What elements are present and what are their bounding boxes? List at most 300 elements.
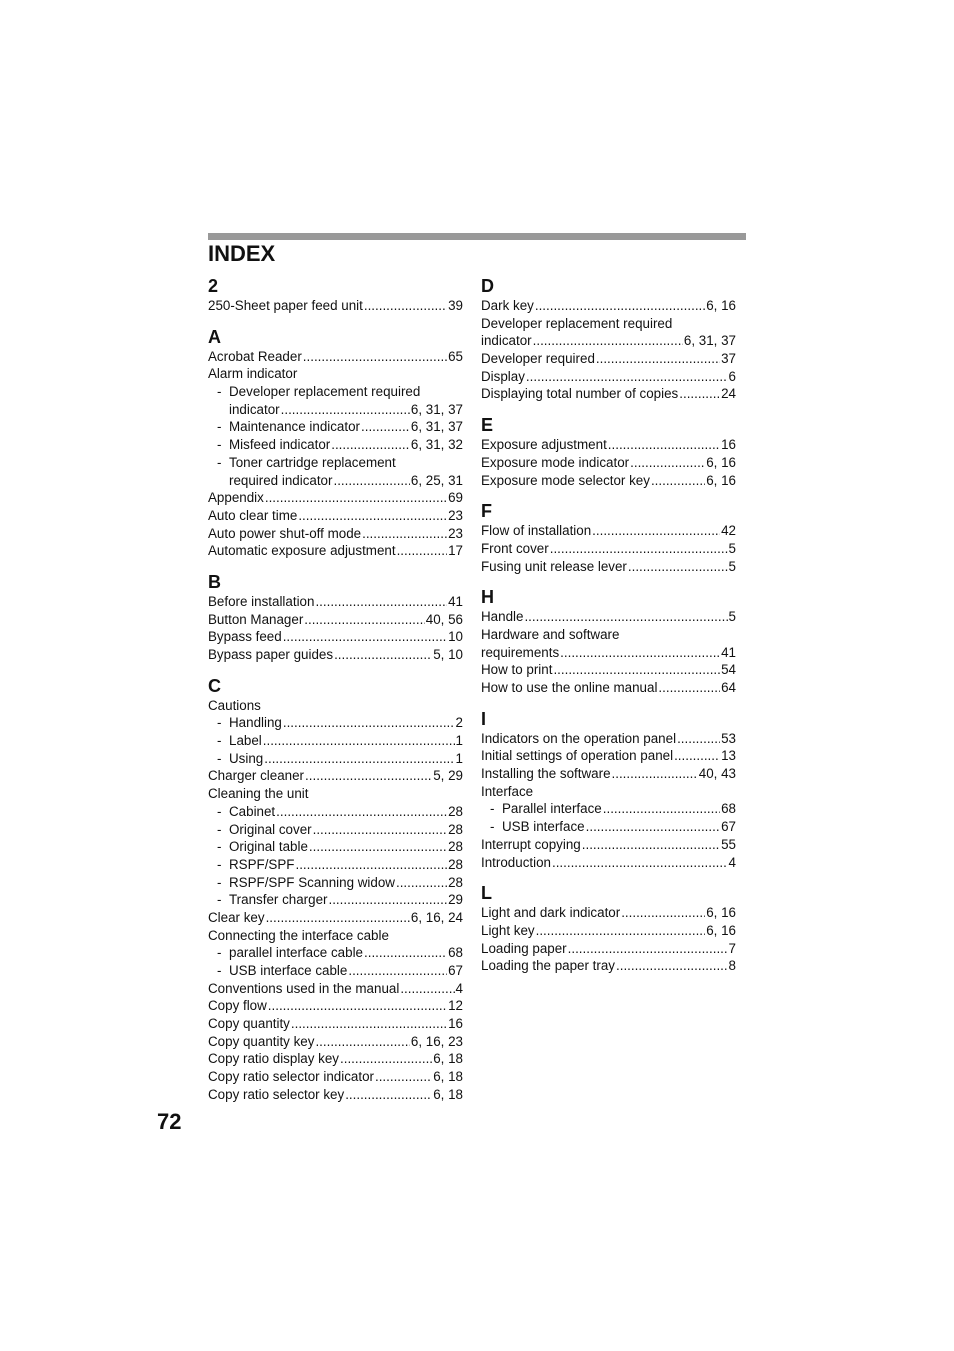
dot-leader <box>264 750 454 768</box>
index-entry <box>208 874 463 892</box>
entry-term: Copy quantity key <box>208 1033 315 1049</box>
entry-pages: 40, 43 <box>698 766 736 782</box>
index-entry <box>481 940 736 958</box>
dot-leader <box>305 767 432 785</box>
index-entry <box>481 765 736 783</box>
index-entry <box>481 644 736 662</box>
entry-dash: - <box>217 892 222 908</box>
entry-term: Charger cleaner <box>208 768 305 784</box>
entry-term: How to use the online manual <box>481 680 658 695</box>
index-section <box>481 496 736 575</box>
index-entry <box>481 800 736 818</box>
index-entry <box>208 1068 463 1086</box>
entry-dash: - <box>217 945 222 961</box>
entry-term: Original table <box>229 839 308 855</box>
dot-leader <box>621 904 705 922</box>
entry-term: Auto clear time <box>208 507 298 523</box>
entry-term: Auto power shut-off mode <box>208 525 362 541</box>
dot-leader <box>334 646 432 664</box>
entry-pages: 23 <box>448 525 463 541</box>
entry-pages: 28 <box>448 874 463 890</box>
entry-term: Front cover <box>481 540 549 556</box>
entry-pages: 6, 31, 37 <box>410 419 463 435</box>
index-section <box>481 582 736 696</box>
index-entry <box>208 697 463 715</box>
dot-leader <box>396 874 447 892</box>
dot-leader <box>303 348 447 366</box>
entry-pages: 7 <box>728 940 736 956</box>
entry-term: Interrupt copying <box>481 836 581 852</box>
index-entry <box>481 661 736 679</box>
index-entry <box>208 732 463 750</box>
dot-leader <box>603 800 720 818</box>
dot-leader <box>375 1068 432 1086</box>
entry-term: 250-Sheet paper feed unit <box>208 298 363 313</box>
entry-term: Flow of installation <box>481 523 592 539</box>
page-number: 72 <box>157 1109 182 1134</box>
index-entry <box>481 904 736 922</box>
entry-term: Cautions <box>208 697 261 713</box>
entry-pages: 28 <box>448 839 463 855</box>
entry-pages: 65 <box>448 348 463 364</box>
entry-pages: 6, 16 <box>706 905 736 921</box>
section-letter: E <box>481 415 494 436</box>
entry-term: Copy ratio selector key <box>208 1086 345 1102</box>
entry-dash: - <box>217 715 222 731</box>
index-entry <box>208 383 463 401</box>
dot-leader <box>315 593 447 611</box>
section-gap <box>481 489 736 496</box>
entry-term: RSPF/SPF <box>229 856 295 872</box>
entry-pages: 8 <box>728 958 736 974</box>
entry-pages: 68 <box>721 801 736 817</box>
dot-leader <box>535 297 705 315</box>
index-section <box>208 322 463 560</box>
entry-pages: 13 <box>721 748 736 764</box>
entry-pages: 1 <box>455 733 463 749</box>
entry-pages: 6, 16 <box>706 298 736 313</box>
entry-term: Introduction <box>481 854 551 870</box>
index-entry <box>208 542 463 560</box>
index-entry <box>481 436 736 454</box>
entry-pages: 28 <box>448 803 463 819</box>
section-gap <box>481 871 736 878</box>
dot-leader <box>340 1050 432 1068</box>
index-entry <box>481 730 736 748</box>
entry-term: Copy ratio selector indicator <box>208 1069 374 1085</box>
dot-leader <box>651 472 705 490</box>
entry-pages: 55 <box>721 836 736 852</box>
entry-dash: - <box>490 801 495 817</box>
entry-pages: 4 <box>728 854 736 870</box>
entry-term: Alarm indicator <box>208 366 298 382</box>
entry-term: Before installation <box>208 593 315 609</box>
entry-pages: 67 <box>448 963 463 978</box>
entry-term: Clear key <box>208 909 265 925</box>
index-entry <box>208 472 463 490</box>
dot-leader <box>524 608 727 626</box>
entry-pages: 6, 25, 31 <box>410 472 463 488</box>
dot-leader <box>313 821 447 839</box>
dot-leader <box>608 436 720 454</box>
index-entry <box>208 891 463 909</box>
dot-leader <box>400 980 454 998</box>
entry-term: How to print <box>481 662 553 678</box>
entry-dash: - <box>217 437 222 453</box>
entry-term: Loading the paper tray <box>481 958 616 974</box>
entry-term: Fusing unit release lever <box>481 558 627 574</box>
entry-term: Maintenance indicator <box>229 419 361 435</box>
entry-term: Label <box>229 733 262 749</box>
index-entry <box>481 350 736 368</box>
index-entry <box>208 628 463 646</box>
entry-term: Handle <box>481 609 524 625</box>
dot-leader <box>582 836 720 854</box>
dot-leader <box>283 628 447 646</box>
section-gap <box>481 403 736 410</box>
entry-pages: 53 <box>721 730 736 746</box>
dot-leader <box>281 401 410 419</box>
entry-term: Misfeed indicator <box>229 437 331 453</box>
index-entry <box>208 927 463 945</box>
index-entry <box>208 646 463 664</box>
entry-pages: 2 <box>455 715 463 731</box>
entry-term: Copy flow <box>208 998 267 1014</box>
dot-leader <box>677 730 720 748</box>
entry-term: Toner cartridge replacement <box>229 454 396 470</box>
dot-leader <box>658 679 720 697</box>
entry-term: Original cover <box>229 821 312 837</box>
entry-pages: 6, 16 <box>706 454 736 470</box>
entry-dash: - <box>217 839 222 855</box>
index-entry <box>481 854 736 872</box>
entry-pages: 10 <box>448 629 463 645</box>
index-entry <box>208 401 463 419</box>
entry-term: Using <box>229 750 264 766</box>
entry-pages: 6, 18 <box>433 1069 463 1085</box>
index-entry <box>481 679 736 697</box>
entry-dash: - <box>217 821 222 837</box>
index-entry <box>208 714 463 732</box>
entry-pages: 29 <box>448 892 463 908</box>
entry-term: Cabinet <box>229 803 276 819</box>
entry-pages: 12 <box>448 998 463 1014</box>
index-entry <box>208 611 463 629</box>
dot-leader <box>331 436 410 454</box>
dot-leader <box>333 472 409 490</box>
entry-pages: 23 <box>448 507 463 523</box>
entry-pages: 64 <box>721 680 736 695</box>
index-entry <box>481 332 736 350</box>
index-entry <box>208 821 463 839</box>
entry-pages: 28 <box>448 856 463 872</box>
entry-pages: 42 <box>721 523 736 539</box>
entry-pages: 39 <box>448 298 463 313</box>
index-entry <box>208 348 463 366</box>
entry-term: Copy quantity <box>208 1016 290 1032</box>
index-entry <box>208 838 463 856</box>
entry-term: Cleaning the unit <box>208 786 309 802</box>
index-entry <box>208 856 463 874</box>
dot-leader <box>526 368 728 386</box>
dot-leader <box>263 732 455 750</box>
dot-leader <box>612 765 698 783</box>
index-entry <box>208 436 463 454</box>
entry-dash: - <box>217 384 222 400</box>
index-entry <box>208 1086 463 1104</box>
index-column-right <box>481 271 736 975</box>
dot-leader <box>552 854 728 872</box>
entry-term: parallel interface cable <box>229 945 363 961</box>
section-letter: I <box>481 708 487 729</box>
index-entry <box>481 297 736 315</box>
entry-pages: 6, 31, 37 <box>683 333 736 349</box>
entry-term: Developer replacement required <box>481 315 673 331</box>
entry-term: Button Manager <box>208 611 304 627</box>
entry-pages: 40, 56 <box>425 611 463 627</box>
dot-leader <box>348 962 447 980</box>
entry-dash: - <box>217 454 222 470</box>
entry-term: Display <box>481 368 525 384</box>
entry-pages: 5 <box>728 540 736 556</box>
index-entry <box>208 785 463 803</box>
section-letter: C <box>208 675 221 696</box>
dot-leader <box>268 997 447 1015</box>
entry-dash: - <box>217 856 222 872</box>
entry-term: Displaying total number of copies <box>481 386 679 402</box>
dot-leader <box>553 661 720 679</box>
index-entry <box>208 365 463 383</box>
index-entry <box>208 507 463 525</box>
entry-term: Conventions used in the manual <box>208 980 400 996</box>
dot-leader <box>679 385 720 403</box>
dot-leader <box>362 525 447 543</box>
page-title: INDEX <box>208 241 276 266</box>
entry-pages: 4 <box>455 980 463 996</box>
entry-term: Dark key <box>481 298 534 313</box>
entry-term: indicator <box>481 333 532 349</box>
dot-leader <box>265 489 447 507</box>
index-entry <box>481 522 736 540</box>
dot-leader <box>276 803 447 821</box>
dot-leader <box>592 522 720 540</box>
index-column-left <box>208 271 463 1104</box>
index-entry <box>208 997 463 1015</box>
entry-pages: 67 <box>721 819 736 835</box>
title-rule <box>208 233 746 240</box>
index-entry <box>481 626 736 644</box>
dot-leader <box>304 611 424 629</box>
entry-dash: - <box>217 803 222 819</box>
dot-leader <box>283 714 455 732</box>
section-letter: 2 <box>208 276 219 296</box>
dot-leader <box>616 957 728 975</box>
index-section <box>481 878 736 975</box>
entry-pages: 28 <box>448 821 463 837</box>
dot-leader <box>628 558 728 576</box>
entry-pages: 16 <box>448 1016 463 1032</box>
index-entry <box>208 767 463 785</box>
dot-leader <box>309 838 447 856</box>
entry-term: USB interface <box>502 819 585 835</box>
dot-leader <box>560 644 720 662</box>
entry-pages: 6, 16 <box>706 922 736 938</box>
index-entry <box>481 558 736 576</box>
section-gap <box>208 315 463 322</box>
entry-pages: 17 <box>448 543 463 559</box>
index-entry <box>481 454 736 472</box>
section-letter: F <box>481 501 492 522</box>
entry-term: USB interface cable <box>229 963 348 978</box>
dot-leader <box>328 891 447 909</box>
entry-pages: 6, 16, 23 <box>410 1033 463 1049</box>
index-entry <box>208 1033 463 1051</box>
entry-term: Exposure mode indicator <box>481 454 630 470</box>
index-entry <box>208 944 463 962</box>
entry-term: Installing the software <box>481 766 611 782</box>
entry-pages: 6, 31, 37 <box>410 401 463 417</box>
index-entry <box>208 525 463 543</box>
entry-pages: 6, 16, 24 <box>410 909 463 925</box>
index-section <box>481 271 736 403</box>
entry-pages: 1 <box>455 750 463 766</box>
entry-pages: 5 <box>728 609 736 625</box>
index-entry <box>481 608 736 626</box>
entry-term: Hardware and software <box>481 626 620 642</box>
entry-term: Acrobat Reader <box>208 348 302 364</box>
index-entry <box>481 818 736 836</box>
index-entry <box>481 836 736 854</box>
section-letter: L <box>481 883 492 904</box>
entry-dash: - <box>490 819 495 835</box>
entry-dash: - <box>217 419 222 435</box>
dot-leader <box>533 332 683 350</box>
index-entry <box>481 315 736 333</box>
entry-pages: 69 <box>448 490 463 506</box>
section-gap <box>481 575 736 582</box>
entry-pages: 6, 18 <box>433 1086 463 1102</box>
dot-leader <box>364 297 447 315</box>
section-letter: B <box>208 571 221 592</box>
index-entry <box>481 472 736 490</box>
index-entry <box>208 962 463 980</box>
index-entry <box>481 540 736 558</box>
index-section <box>481 410 736 489</box>
entry-term: indicator <box>229 401 280 417</box>
entry-term: Indicators on the operation panel <box>481 730 677 746</box>
entry-term: Light and dark indicator <box>481 905 621 921</box>
entry-term: requirements <box>481 644 560 660</box>
index-entry <box>481 922 736 940</box>
dot-leader <box>536 922 706 940</box>
index-entry <box>481 385 736 403</box>
entry-pages: 54 <box>721 662 736 678</box>
entry-term: Copy ratio display key <box>208 1051 339 1067</box>
entry-term: Loading paper <box>481 940 567 956</box>
entry-term: Automatic exposure adjustment <box>208 543 396 559</box>
section-letter: A <box>208 326 221 347</box>
dot-leader <box>291 1015 447 1033</box>
entry-pages: 5 <box>728 558 736 574</box>
index-entry <box>208 418 463 436</box>
index-entry <box>208 750 463 768</box>
index-section <box>208 567 463 664</box>
entry-pages: 5, 29 <box>433 768 463 784</box>
index-entry <box>208 489 463 507</box>
index-entry <box>208 1015 463 1033</box>
entry-term: Parallel interface <box>502 801 602 817</box>
index-entry <box>481 957 736 975</box>
index-entry <box>208 593 463 611</box>
dot-leader <box>596 350 720 368</box>
entry-term: Appendix <box>208 490 264 506</box>
entry-pages: 37 <box>721 351 736 367</box>
index-entry <box>208 454 463 472</box>
index-section <box>208 271 463 315</box>
dot-leader <box>630 454 705 472</box>
entry-term: RSPF/SPF Scanning widow <box>229 874 395 890</box>
dot-leader <box>361 418 410 436</box>
section-gap <box>208 560 463 567</box>
entry-term: Light key <box>481 922 535 938</box>
index-entry <box>481 368 736 386</box>
entry-pages: 6, 31, 32 <box>410 437 463 453</box>
dot-leader <box>298 507 447 525</box>
entry-dash: - <box>217 733 222 749</box>
entry-term: Bypass paper guides <box>208 647 334 662</box>
dot-leader <box>266 909 410 927</box>
entry-pages: 5, 10 <box>433 647 463 662</box>
dot-leader <box>364 944 447 962</box>
index-entry <box>208 297 463 315</box>
index-entry <box>208 803 463 821</box>
entry-term: Transfer charger <box>229 892 328 908</box>
entry-term: Connecting the interface cable <box>208 927 389 943</box>
index-entry <box>208 909 463 927</box>
index-entry <box>208 1050 463 1068</box>
entry-term: Bypass feed <box>208 629 282 645</box>
dot-leader <box>586 818 720 836</box>
index-entry <box>208 980 463 998</box>
entry-term: Exposure adjustment <box>481 437 607 453</box>
dot-leader <box>568 940 728 958</box>
dot-leader <box>295 856 447 874</box>
entry-term: required indicator <box>229 472 333 488</box>
dot-leader <box>397 542 448 560</box>
entry-dash: - <box>217 963 222 978</box>
entry-pages: 6, 16 <box>706 472 736 488</box>
index-section <box>481 704 736 872</box>
entry-term: Developer replacement required <box>229 384 421 400</box>
entry-term: Developer required <box>481 351 595 367</box>
section-letter: H <box>481 587 494 608</box>
section-gap <box>481 697 736 704</box>
dot-leader <box>674 747 720 765</box>
dot-leader <box>315 1033 409 1051</box>
entry-dash: - <box>217 750 222 766</box>
entry-pages: 41 <box>448 593 463 609</box>
entry-pages: 6 <box>728 368 736 384</box>
section-gap <box>208 664 463 671</box>
entry-pages: 24 <box>721 386 736 402</box>
entry-pages: 41 <box>721 644 736 660</box>
section-letter: D <box>481 276 494 296</box>
dot-leader <box>550 540 728 558</box>
index-entry <box>481 747 736 765</box>
entry-term: Interface <box>481 783 534 799</box>
entry-term: Initial settings of operation panel <box>481 748 674 764</box>
entry-dash: - <box>217 874 222 890</box>
